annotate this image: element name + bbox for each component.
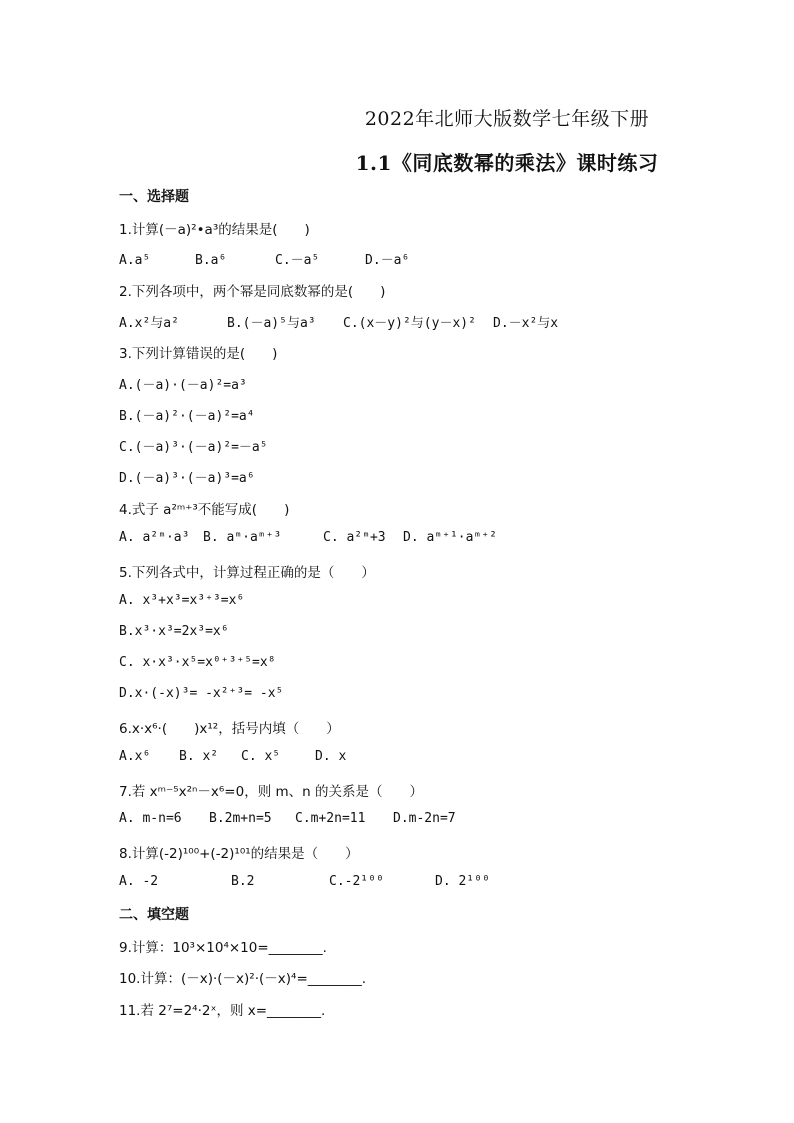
question-4-options xyxy=(119,530,497,545)
question-6: 6.x·x⁶·( )x¹²，括号内填（ ） xyxy=(119,721,340,737)
q1-option-a: A.a⁵ xyxy=(119,253,151,268)
section-heading-fill-in: 二、填空题 xyxy=(119,907,189,923)
question-4: 4.式子 a²ᵐ⁺³不能写成( ) xyxy=(119,502,290,518)
q7-option-b: B.2m+n=5 xyxy=(209,811,272,826)
q8-option-b: B.2 xyxy=(231,874,255,889)
q4-option-b: B. aᵐ·aᵐ⁺³ xyxy=(203,530,282,545)
question-8-options xyxy=(119,874,490,889)
section-heading-multiple-choice: 一、选择题 xyxy=(119,189,189,205)
q7-option-d: D.m-2n=7 xyxy=(393,811,456,826)
q4-option-a: A. a²ᵐ·a³ xyxy=(119,530,190,545)
q3-option-d: D.(－a)³·(－a)³=a⁶ xyxy=(119,471,255,486)
q2-option-d: D.－x²与x xyxy=(493,316,559,331)
q7-option-c: C.m+2n=11 xyxy=(295,811,366,826)
q1-option-c: C.－a⁵ xyxy=(275,253,320,268)
q6-option-a: A.x⁶ xyxy=(119,749,151,764)
q4-option-d: D. aᵐ⁺¹·aᵐ⁺² xyxy=(403,530,497,545)
question-3: 3.下列计算错误的是( ) xyxy=(119,346,278,362)
question-7-options xyxy=(119,811,456,826)
question-1-options xyxy=(119,249,409,268)
question-2: 2.下列各项中，两个幂是同底数幂的是( ) xyxy=(119,284,386,300)
q3-option-c: C.(－a)³·(－a)²=－a⁵ xyxy=(119,440,268,455)
q2-option-c: C.(x－y)²与(y－x)² xyxy=(343,316,476,331)
question-9: 9.计算：10³×10⁴×10=________. xyxy=(119,940,327,956)
q6-option-d: D. x xyxy=(315,749,347,764)
question-8: 8.计算(-2)¹⁰⁰+(-2)¹⁰¹的结果是（ ） xyxy=(119,846,359,862)
question-6-options xyxy=(119,749,346,764)
document-title: 2022年北师大版数学七年级下册 xyxy=(364,108,650,130)
q8-option-d: D. 2¹⁰⁰ xyxy=(435,874,490,889)
q5-option-c: C. x·x³·x⁵=x⁰⁺³⁺⁵=x⁸ xyxy=(119,655,276,670)
q5-option-a: A. x³+x³=x³⁺³=x⁶ xyxy=(119,593,245,608)
question-1: 1.计算(－a)²•a³的结果是( ) xyxy=(119,222,310,238)
q6-option-c: C. x⁵ xyxy=(241,749,281,764)
document-subtitle: 1.1《同底数幂的乘法》课时练习 xyxy=(355,151,659,175)
q5-option-d: D.x·(-x)³= -x²⁺³= -x⁵ xyxy=(119,686,284,701)
question-11: 11.若 2⁷=2⁴·2ˣ，则 x=________. xyxy=(119,1003,326,1019)
q3-option-b: B.(－a)²·(－a)²=a⁴ xyxy=(119,409,255,424)
q5-option-b: B.x³·x³=2x³=x⁶ xyxy=(119,624,229,639)
question-5: 5.下列各式中，计算过程正确的是（ ） xyxy=(119,565,375,581)
question-10: 10.计算：(－x)·(－x)²·(－x)⁴=________. xyxy=(119,971,367,987)
question-2-options xyxy=(119,312,558,331)
q7-option-a: A. m-n=6 xyxy=(119,811,182,826)
q2-option-b: B.(－a)⁵与a³ xyxy=(227,316,316,331)
question-7: 7.若 xᵐ⁻⁵x²ⁿ－x⁶=0，则 m、n 的关系是（ ） xyxy=(119,784,423,800)
q1-option-d: D.－a⁶ xyxy=(365,253,410,268)
q4-option-c: C. a²ᵐ+3 xyxy=(323,530,386,545)
q1-option-b: B.a⁶ xyxy=(195,253,227,268)
q8-option-a: A. -2 xyxy=(119,874,159,889)
q3-option-a: A.(－a)·(－a)²=a³ xyxy=(119,378,247,393)
q6-option-b: B. x² xyxy=(179,749,219,764)
q8-option-c: C.-2¹⁰⁰ xyxy=(329,874,384,889)
q2-option-a: A.x²与a² xyxy=(119,316,179,331)
